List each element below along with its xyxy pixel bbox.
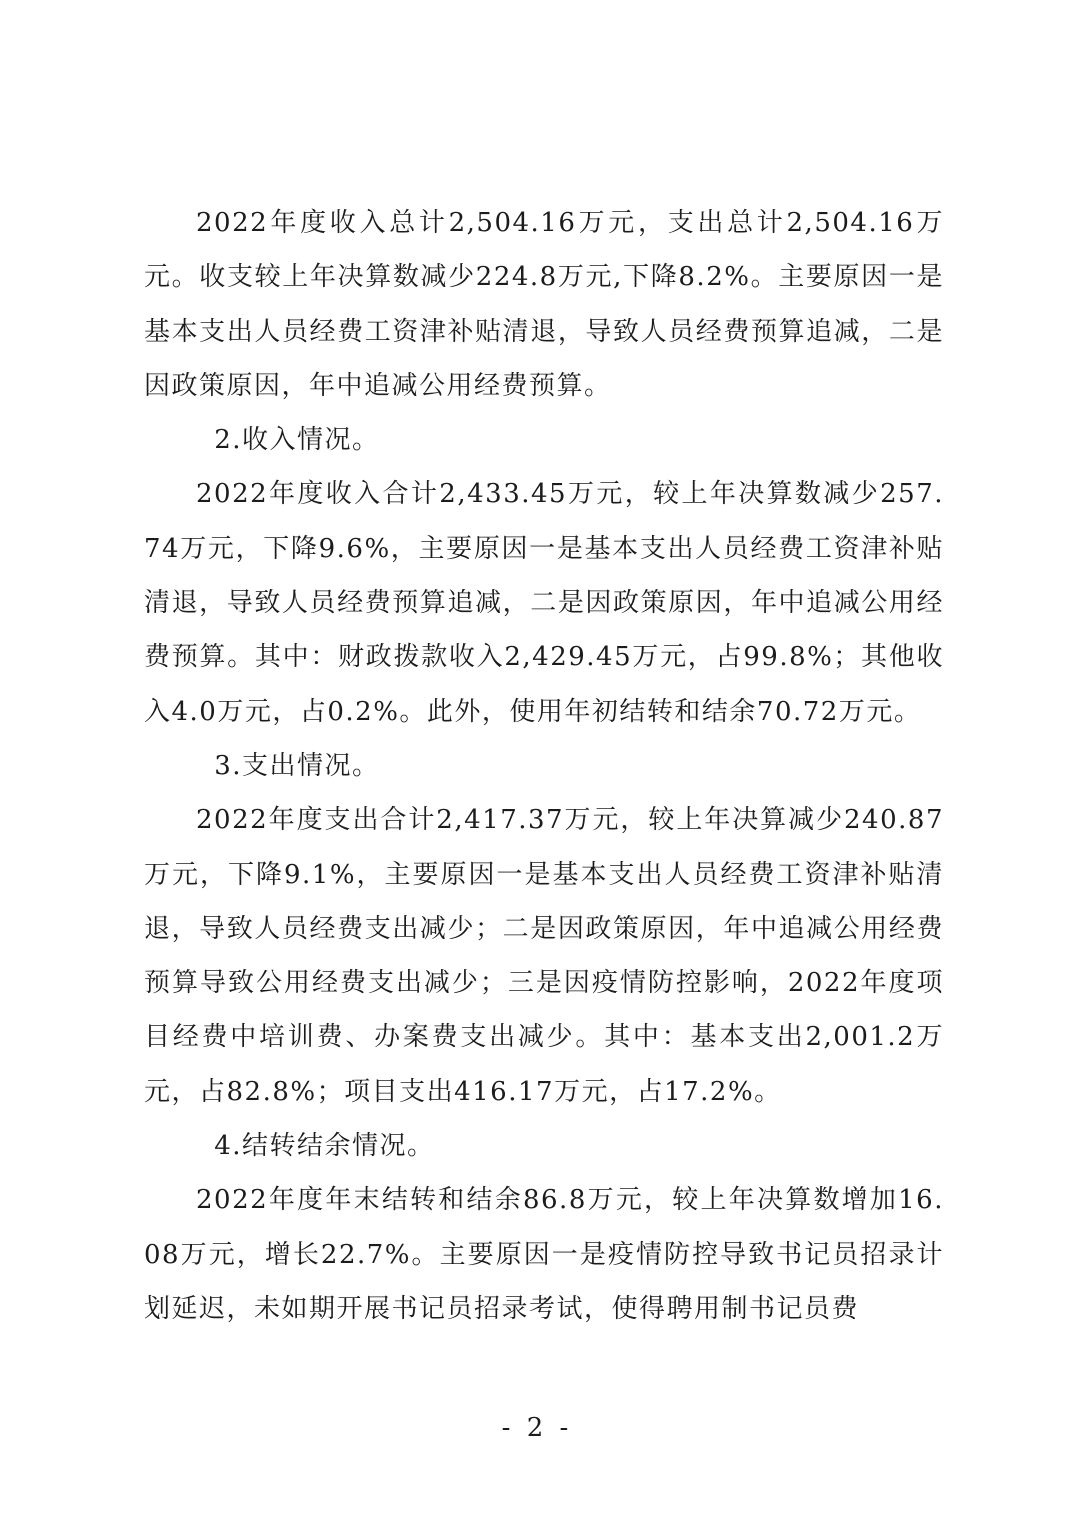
- section-heading-income: 2.收入情况。: [214, 425, 380, 456]
- paragraph-expenditure: 2022年度支出合计2,417.37万元，较上年决算减少240.87万元，下降9.1%，主要原因一是基本支出人员经费工资津补贴清退，导致人员经费支出减少；二是因政策原因，年中追减公用经费预算导致公用经费支出减少；三是因疫情防控影响，2022年度项目经费中培训费、办案费支出减少。其中：基本支出2,001.2万元，占82.8%；项目支出416.17万元，占17.2%。: [144, 805, 944, 1107]
- paragraph-summary: 2022年度收入总计2,504.16万元，支出总计2,504.16万元。收支较上年决算数减少224.8万元,下降8.2%。主要原因一是基本支出人员经费工资津补贴清退，导致人员经费预算追减，二是因政策原因，年中追减公用经费预算。: [144, 208, 944, 401]
- document-body: [144, 196, 944, 1336]
- section-heading-expenditure: 3.支出情况。: [214, 750, 380, 781]
- paragraph-income: 2022年度收入合计2,433.45万元，较上年决算数减少257.74万元，下降9.6%，主要原因一是基本支出人员经费工资津补贴清退，导致人员经费预算追减，二是因政策原因，年中追减公用经费预算。其中：财政拨款收入2,429.45万元，占99.8%；其他收入4.0万元，占0.2%。此外，使用年初结转和结余70.72万元。: [144, 479, 944, 727]
- page-number: - 2 -: [501, 1413, 573, 1443]
- section-heading-carryover: 4.结转结余情况。: [214, 1131, 435, 1162]
- paragraph-carryover: 2022年度年末结转和结余86.8万元，较上年决算数增加16.08万元，增长22.7%。主要原因一是疫情防控导致书记员招录计划延迟，未如期开展书记员招录考试，使得聘用制书记员费: [144, 1185, 944, 1324]
